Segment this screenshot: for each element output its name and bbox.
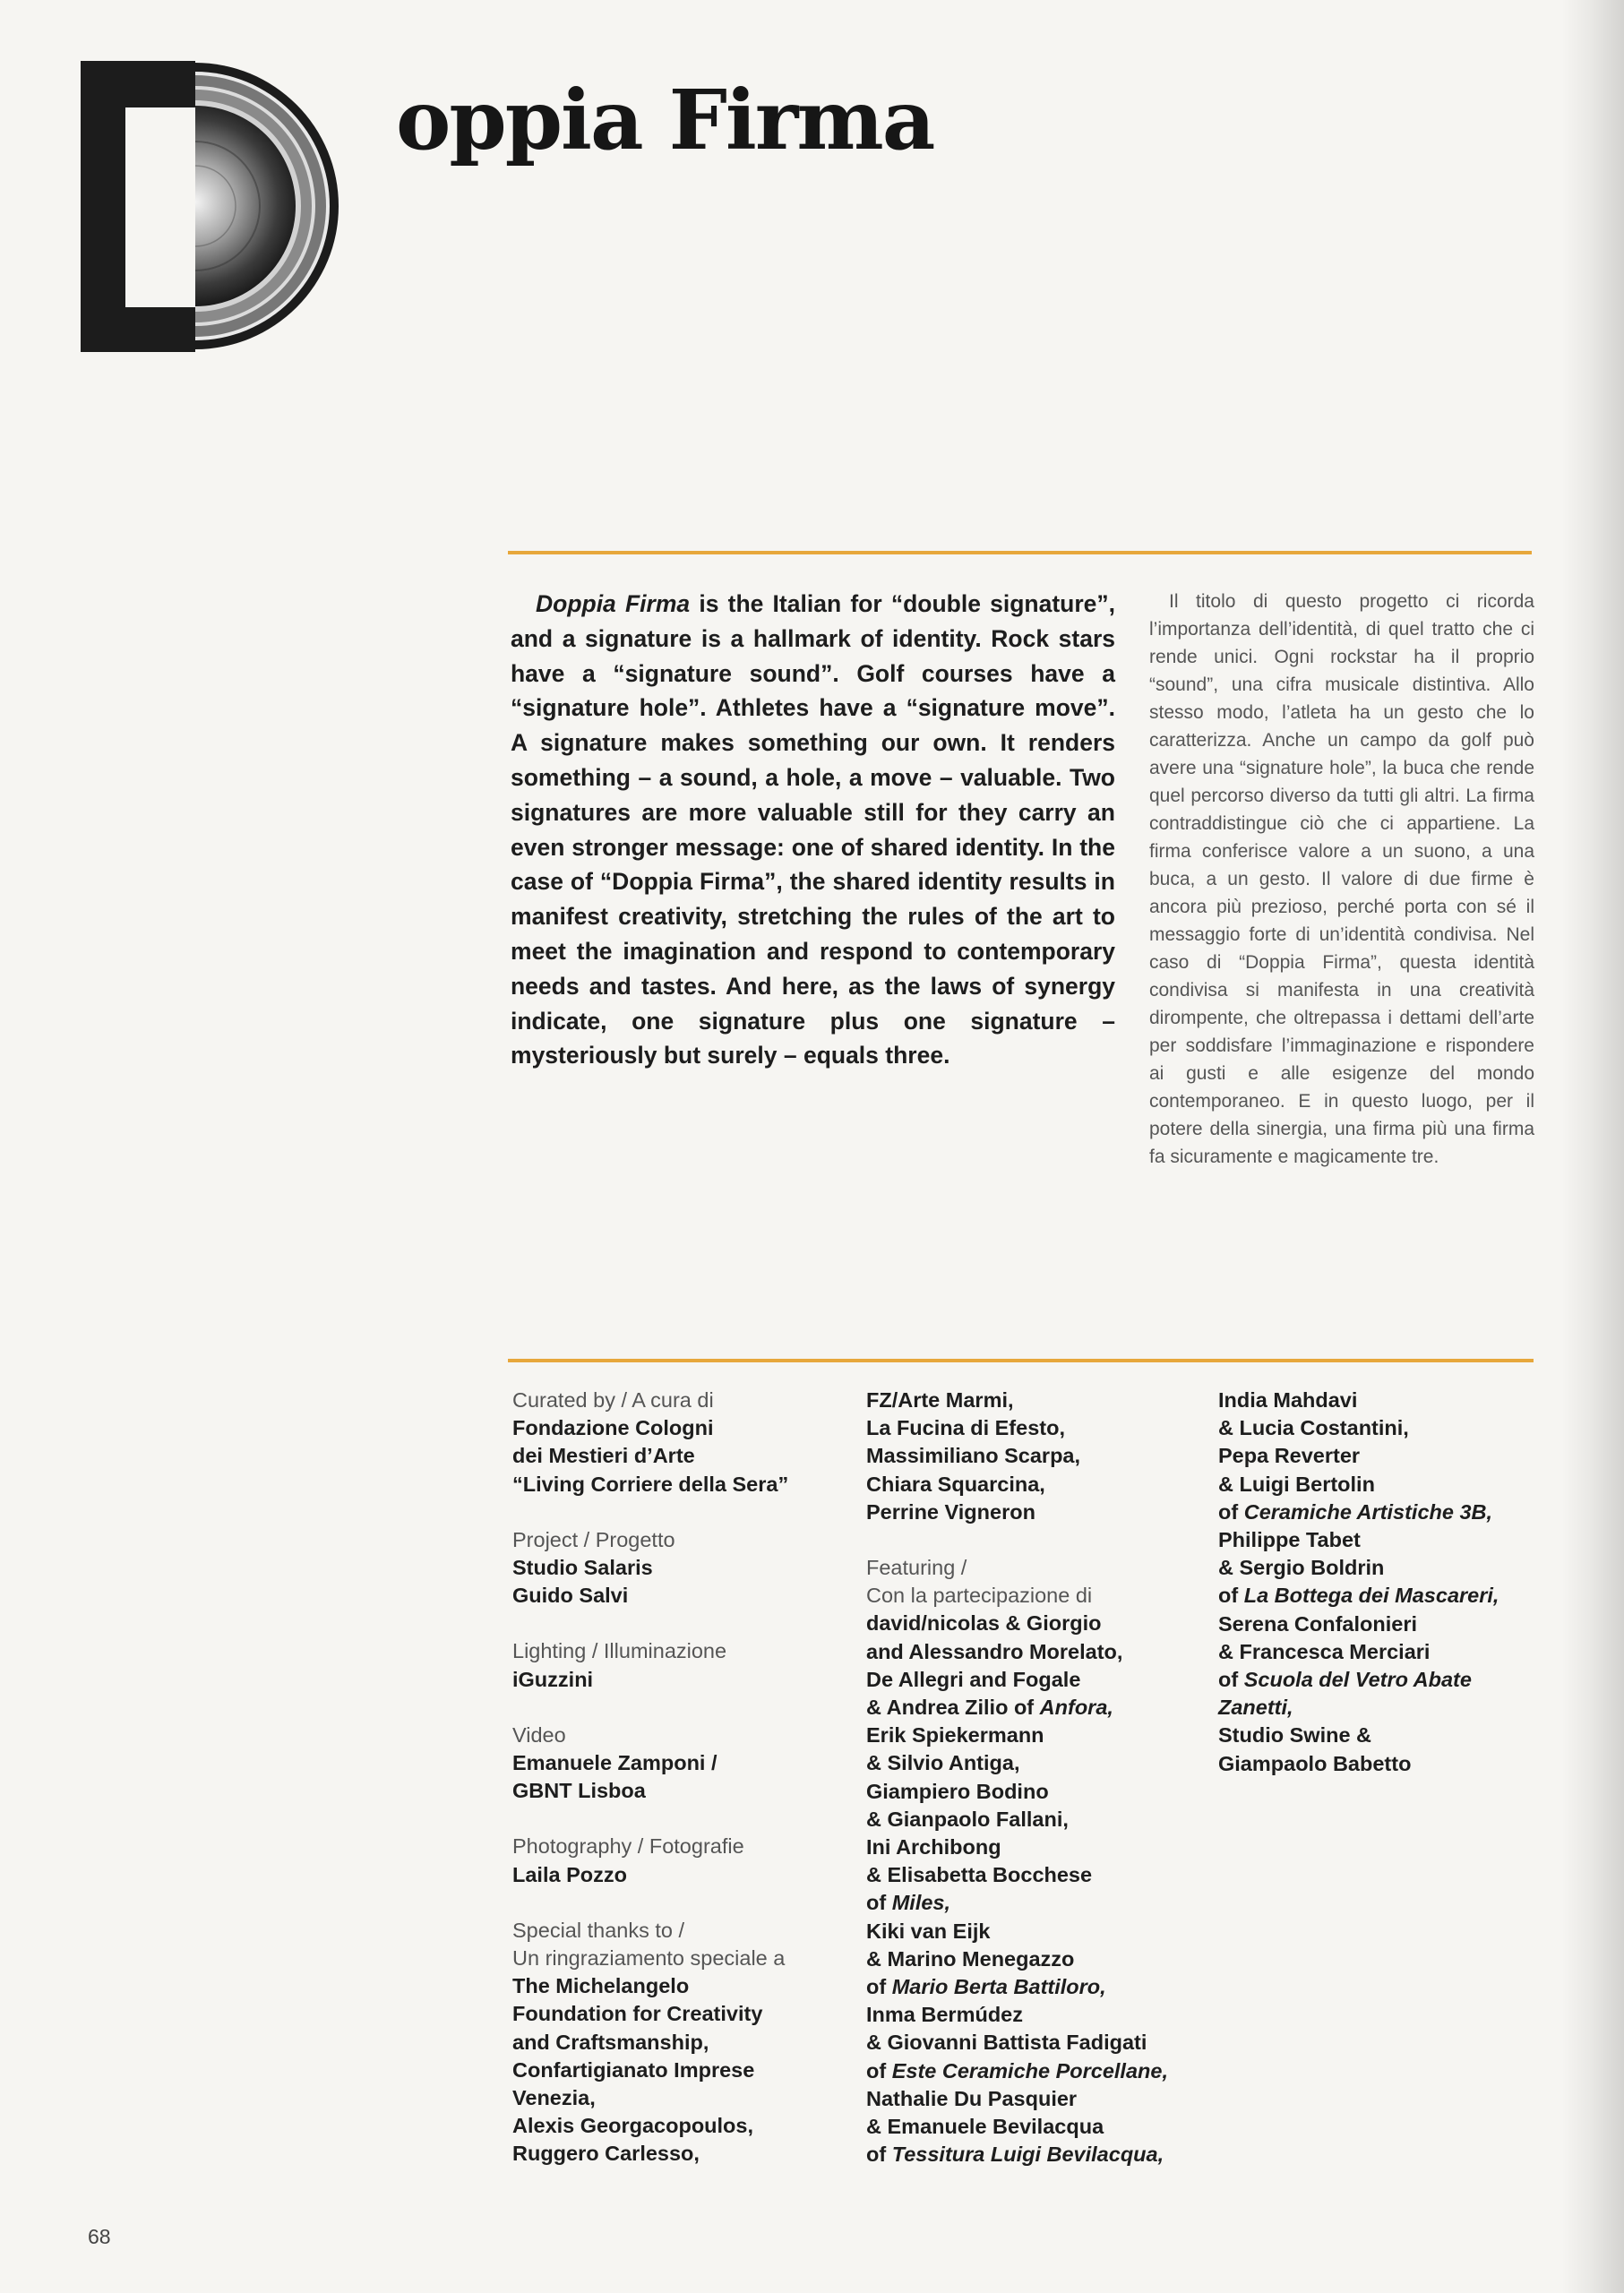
credit-name: iGuzzini <box>512 1667 594 1691</box>
credit-name: Venezia, <box>512 2086 596 2110</box>
credit-name: of La Bottega dei Mascareri, <box>1218 1584 1499 1608</box>
credit-name: FZ/Arte Marmi, <box>866 1388 1014 1412</box>
credit-label: Project / Progetto <box>512 1527 675 1551</box>
credit-label: Featuring / <box>866 1556 967 1580</box>
credit-name: La Fucina di Efesto, <box>866 1416 1065 1440</box>
divider-rule-top <box>508 551 1532 554</box>
credit-name: Chiara Squarcina, <box>866 1472 1045 1496</box>
intro-english-body: is the Italian for “double signature”, and a signature is a hallmark of identity. Rock stars have a “signature sound”. Golf courses have a “signature hole”. Athletes have a “signature move”. A signature makes something our own. It renders something – a sound, a hole, a move – valuable. Two signatures are more valuable still for they carry an even stronger message: one of shared identity. In the case of “Doppia Firma”, the shared identity results in manifest creativity, stretching the rules of the art to meet the imagination and respond to contemporary needs and tastes. And here, as the laws of synergy indicate, one signature plus one signature – mysteriously but surely – equals three. <box>511 590 1115 1069</box>
credit-name: of Ceramiche Artistiche 3B, <box>1218 1499 1493 1524</box>
credit-name: Emanuele Zamponi / <box>512 1751 717 1775</box>
credit-name: Confartigianato Imprese <box>512 2057 755 2082</box>
credit-name: Pepa Reverter <box>1218 1444 1361 1468</box>
credit-name: & Andrea Zilio of Anfora, <box>866 1696 1113 1720</box>
credit-name: & Francesca Merciari <box>1218 1639 1431 1663</box>
credit-name: Inma Bermúdez <box>866 2003 1023 2027</box>
credit-name: Erik Spiekermann <box>866 1723 1044 1748</box>
page-title: oppia Firma <box>396 72 934 168</box>
page-gutter-shadow <box>1561 0 1624 2293</box>
intro-english-italic: Doppia Firma <box>536 590 691 617</box>
page-number: 68 <box>88 2225 111 2248</box>
credit-name: Giampiero Bodino <box>866 1779 1049 1803</box>
credit-name: Ini Archibong <box>866 1835 1001 1859</box>
credit-name: & Emanuele Bevilacqua <box>866 2115 1104 2139</box>
credit-name: Studio Swine & <box>1218 1723 1372 1748</box>
credit-name: Laila Pozzo <box>512 1862 627 1886</box>
credit-name: Alexis Georgacopoulos, <box>512 2114 754 2138</box>
credit-name: De Allegri and Fogale <box>866 1667 1081 1691</box>
credit-label: Con la partecipazione di <box>866 1584 1093 1608</box>
credit-name: Philippe Tabet <box>1218 1528 1361 1552</box>
credits-column-1 <box>512 1387 844 2168</box>
credit-name: & Gianpaolo Fallani, <box>866 1807 1069 1831</box>
credit-name: & Silvio Antiga, <box>866 1751 1020 1775</box>
credit-label: Video <box>512 1722 566 1747</box>
credit-name: & Elisabetta Bocchese <box>866 1863 1093 1887</box>
drop-cap-d-logo <box>81 61 349 352</box>
credit-name: of Miles, <box>866 1891 951 1915</box>
credit-name: & Lucia Costantini, <box>1218 1416 1409 1440</box>
intro-english <box>511 587 1115 1073</box>
credit-name: Studio Salaris <box>512 1556 653 1580</box>
credit-name: GBNT Lisboa <box>512 1779 646 1803</box>
credit-name: of Este Ceramiche Porcellane, <box>866 2058 1168 2083</box>
credit-name: Guido Salvi <box>512 1584 629 1608</box>
credit-name: & Marino Menegazzo <box>866 1946 1075 1971</box>
credit-name: and Craftsmanship, <box>512 2030 709 2054</box>
intro-italian: Il titolo di questo progetto ci ricorda l’importanza dell’identità, di quel tratto che ci rende unici. Ogni rockstar ha il proprio “sound”, una cifra musicale distintiva. Allo stesso modo, l’atleta ha un gesto che lo caratterizza. Anche un campo da golf può avere una “signature hole”, la buca che rende quel percorso diverso da tutti gli altri. La firma contraddistingue ciò che ci appartiene. La firma conferisce valore a un suono, a una buca, a un gesto. Il valore di due firme è ancora più prezioso, perché porta con sé il messaggio forte di un’identità condivisa. Nel caso di “Doppia Firma”, questa identità condivisa si manifesta in una creatività dirompente, che oltrepassa i dettami dell’arte per soddisfare l’immaginazione e rispondere ai gusti e alle esigenze del mondo contemporaneo. E in questo luogo, per il potere della sinergia, una firma più una firma fa sicuramente e magicamente tre. <box>1149 591 1534 1167</box>
credit-label: Special thanks to / <box>512 1918 685 1942</box>
credit-label: Curated by / A cura di <box>512 1388 714 1412</box>
credits-column-2 <box>866 1387 1198 2168</box>
credit-name: of Tessitura Luigi Bevilacqua, <box>866 2143 1164 2167</box>
credit-label: Photography / Fotografie <box>512 1834 744 1859</box>
credit-name: Giampaolo Babetto <box>1218 1751 1412 1775</box>
credit-name: & Luigi Bertolin <box>1218 1472 1375 1496</box>
credit-name: Perrine Vigneron <box>866 1499 1035 1524</box>
credit-name: Foundation for Creativity <box>512 2002 763 2026</box>
credit-name: Massimiliano Scarpa, <box>866 1444 1081 1468</box>
credits-column-3 <box>1218 1387 1523 1778</box>
credit-name: & Giovanni Battista Fadigati <box>866 2031 1147 2055</box>
credit-name: of Scuola del Vetro Abate <box>1218 1668 1472 1692</box>
credit-name: Nathalie Du Pasquier <box>866 2086 1078 2110</box>
credit-name: david/nicolas & Giorgio <box>866 1611 1102 1636</box>
credit-name: Kiki van Eijk <box>866 1919 991 1943</box>
credit-name: Fondazione Cologni <box>512 1416 714 1440</box>
credit-name: Ruggero Carlesso, <box>512 2142 700 2166</box>
credit-name: dei Mestieri d’Arte <box>512 1444 695 1468</box>
divider-rule-bottom <box>508 1359 1534 1362</box>
credit-name: & Sergio Boldrin <box>1218 1556 1385 1580</box>
credit-name: “Living Corriere della Sera” <box>512 1472 789 1496</box>
credit-label: Lighting / Illuminazione <box>512 1639 727 1663</box>
credit-name: The Michelangelo <box>512 1974 690 1998</box>
credit-name: Zanetti, <box>1218 1696 1293 1720</box>
credit-name: Serena Confalonieri <box>1218 1611 1417 1636</box>
credit-name: India Mahdavi <box>1218 1388 1358 1412</box>
credit-label: Un ringraziamento speciale a <box>512 1946 786 1971</box>
credit-name: of Mario Berta Battiloro, <box>866 1975 1106 1999</box>
credit-name: and Alessandro Morelato, <box>866 1639 1123 1663</box>
